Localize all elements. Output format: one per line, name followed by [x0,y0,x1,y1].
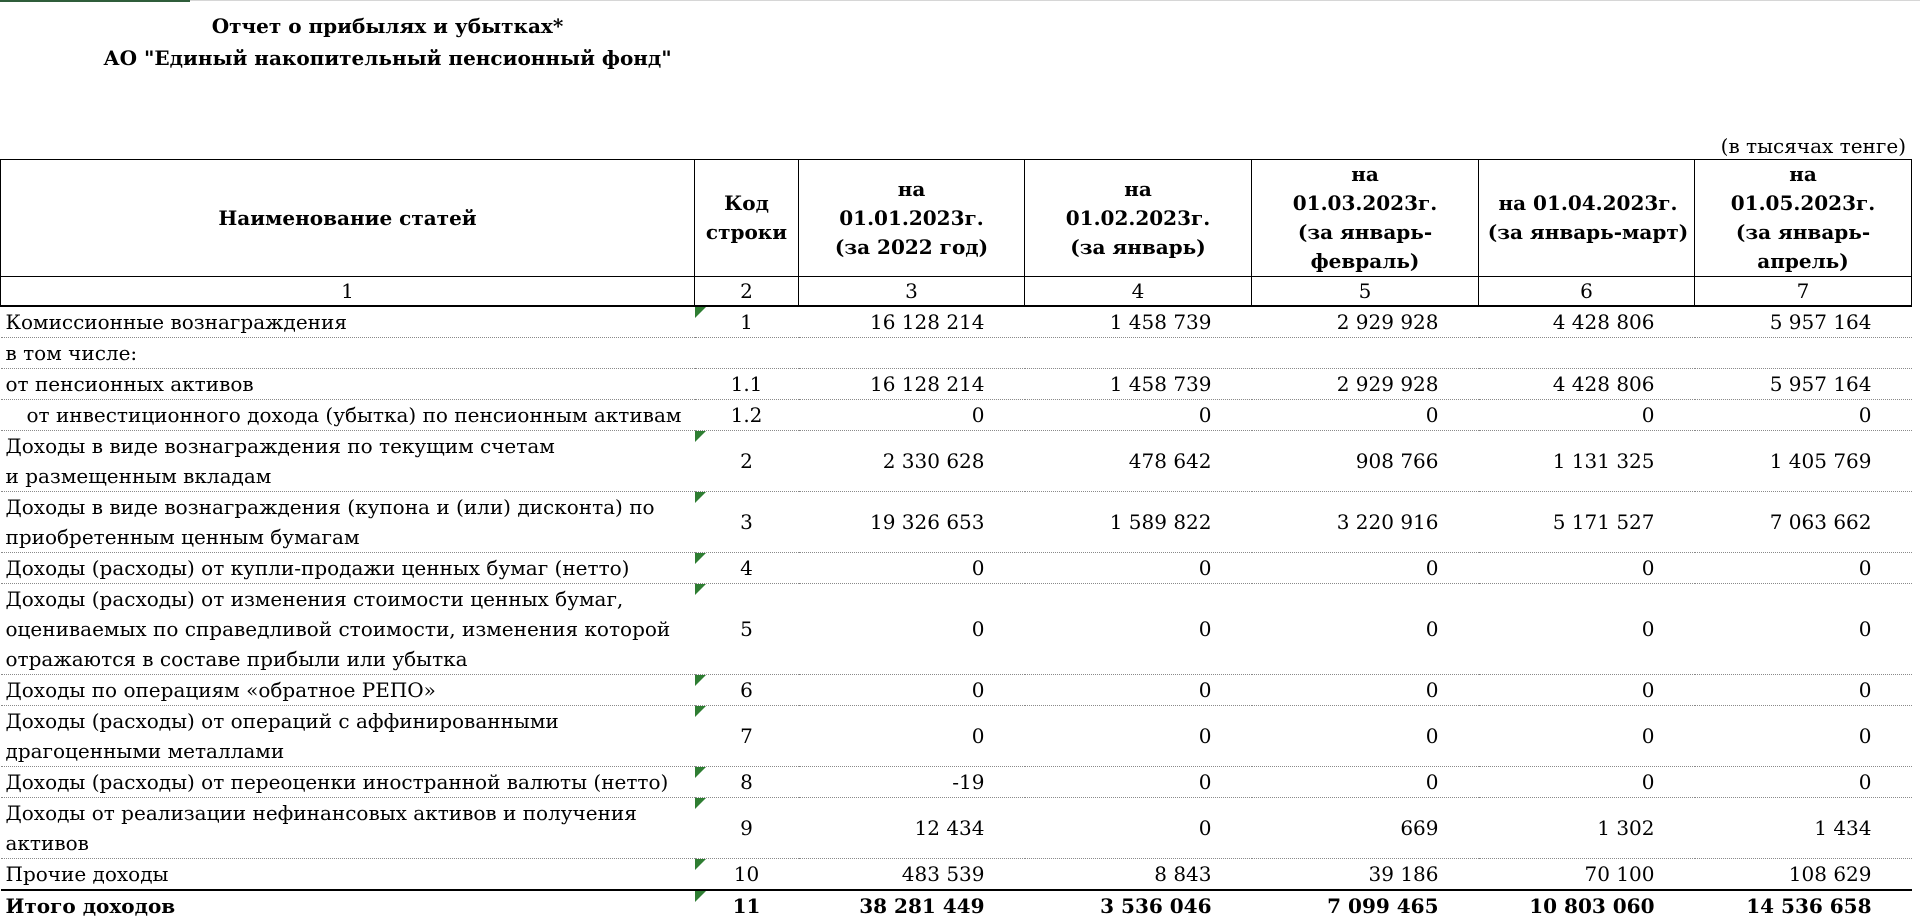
report-title: Отчет о прибылях и убытках* [211,14,564,38]
table-row [1,492,1912,553]
period-value: 7 099 465 [1252,890,1479,921]
period-value: 2 330 628 [799,431,1025,492]
period-value: 4 428 806 [1479,369,1695,400]
item-name: Итого доходов [1,890,695,921]
period-value: 1 131 325 [1479,431,1695,492]
column-number-row [1,277,1912,307]
period-value: 1 302 [1479,798,1695,859]
table-row [1,890,1912,921]
period-value: 5 957 164 [1695,306,1912,338]
period-value: 669 [1252,798,1479,859]
table-row [1,338,1912,369]
row-code: 9 [695,798,799,859]
period-value: 0 [1252,675,1479,706]
period-value: 3 220 916 [1252,492,1479,553]
table-row [1,706,1912,767]
period-value: 0 [1695,553,1912,584]
period-value: 0 [799,706,1025,767]
period-value: 14 536 658 [1695,890,1912,921]
column-number: 4 [1025,277,1252,307]
period-value: 0 [1252,706,1479,767]
item-name: Доходы (расходы) от операций с аффинированными драгоценными металлами [1,706,695,767]
period-value: 0 [1025,400,1252,431]
period-value: 0 [1252,767,1479,798]
period-value: 8 843 [1025,859,1252,891]
item-name: от пенсионных активов [1,369,695,400]
period-value: 0 [1025,798,1252,859]
period-value: 0 [1252,400,1479,431]
period-value [1025,338,1252,369]
period-value: 0 [1695,767,1912,798]
period-value: 0 [1252,553,1479,584]
period-value: 0 [1695,400,1912,431]
item-name: Доходы (расходы) от купли-продажи ценных бумаг (нетто) [1,553,695,584]
row-code: 10 [695,859,799,891]
item-name: от инвестиционного дохода (убытка) по пенсионным активам [1,400,695,431]
item-name: в том числе: [1,338,695,369]
column-number: 5 [1252,277,1479,307]
period-value: 0 [1695,675,1912,706]
income-statement-table [0,159,1912,921]
period-value: 19 326 653 [799,492,1025,553]
period-value [1252,338,1479,369]
period-value: 0 [1479,400,1695,431]
column-number: 3 [799,277,1025,307]
period-value: 0 [1025,553,1252,584]
table-row [1,584,1912,675]
table-body [1,306,1912,921]
item-name: Доходы в виде вознаграждения (купона и (или) дисконта) по приобретенным ценным бумагам [1,492,695,553]
period-value: 0 [1025,675,1252,706]
table-row [1,306,1912,338]
top-accent-bar [0,0,190,2]
row-code: 2 [695,431,799,492]
period-value: 483 539 [799,859,1025,891]
header-period-4-label: на 01.04.2023г. (за январь-март) [1487,191,1689,244]
period-value: 1 405 769 [1695,431,1912,492]
row-code: 3 [695,492,799,553]
period-value: 7 063 662 [1695,492,1912,553]
table-row [1,859,1912,891]
header-period-1-label: на 01.01.2023г. (за 2022 год) [834,176,989,259]
header-period-1 [799,160,1025,277]
item-name: Комиссионные вознаграждения [1,306,695,338]
period-value: 0 [1025,706,1252,767]
report-subtitle: АО "Единый накопительный пенсионный фонд" [103,46,672,70]
period-value: 2 929 928 [1252,306,1479,338]
column-number: 7 [1695,277,1912,307]
period-value: 0 [1479,675,1695,706]
header-item-name: Наименование статей [1,160,695,277]
row-code: 8 [695,767,799,798]
period-value: 0 [1695,584,1912,675]
row-code: 11 [695,890,799,921]
row-code: 4 [695,553,799,584]
period-value: 0 [1479,584,1695,675]
table-row [1,675,1912,706]
item-name: Доходы от реализации нефинансовых активов и получения активов [1,798,695,859]
table-header-row [1,160,1912,277]
item-name: Доходы (расходы) от изменения стоимости ценных бумаг, оцениваемых по справедливой стоимости, изменения которой отражаются в составе прибыли или убытка [1,584,695,675]
period-value: 108 629 [1695,859,1912,891]
row-code: 1.2 [695,400,799,431]
period-value: 1 458 739 [1025,369,1252,400]
period-value: 70 100 [1479,859,1695,891]
column-number: 2 [695,277,799,307]
row-code: 5 [695,584,799,675]
period-value: 39 186 [1252,859,1479,891]
period-value: 0 [1252,584,1479,675]
top-border [0,0,1920,1]
header-period-3 [1252,160,1479,277]
period-value: 0 [1479,706,1695,767]
table-row [1,431,1912,492]
table-row [1,369,1912,400]
table-row [1,767,1912,798]
units-note: (в тысячах тенге) [1720,134,1906,158]
period-value: -19 [799,767,1025,798]
period-value: 5 957 164 [1695,369,1912,400]
table-row [1,798,1912,859]
period-value: 16 128 214 [799,306,1025,338]
table-row [1,400,1912,431]
period-value [1479,338,1695,369]
period-value: 0 [1479,767,1695,798]
header-row-code-label: Код строки [705,191,788,244]
period-value: 0 [1695,706,1912,767]
period-value: 0 [799,675,1025,706]
period-value: 4 428 806 [1479,306,1695,338]
period-value: 3 536 046 [1025,890,1252,921]
header-period-4 [1479,160,1695,277]
header-row-code [695,160,799,277]
period-value: 0 [799,584,1025,675]
period-value: 1 434 [1695,798,1912,859]
row-code: 7 [695,706,799,767]
item-name: Доходы (расходы) от переоценки иностранной валюты (нетто) [1,767,695,798]
period-value: 2 929 928 [1252,369,1479,400]
header-period-2-label: на 01.02.2023г. (за январь) [1065,176,1211,259]
item-name: Доходы по операциям «обратное РЕПО» [1,675,695,706]
period-value [1695,338,1912,369]
column-number: 6 [1479,277,1695,307]
period-value: 0 [799,553,1025,584]
period-value: 10 803 060 [1479,890,1695,921]
period-value: 12 434 [799,798,1025,859]
period-value [799,338,1025,369]
period-value: 908 766 [1252,431,1479,492]
table-row [1,553,1912,584]
period-value: 0 [799,400,1025,431]
period-value: 5 171 527 [1479,492,1695,553]
header-period-5 [1695,160,1912,277]
period-value: 38 281 449 [799,890,1025,921]
period-value: 478 642 [1025,431,1252,492]
period-value: 0 [1479,553,1695,584]
column-number: 1 [1,277,695,307]
header-period-2 [1025,160,1252,277]
header-period-5-label: на 01.05.2023г. (за январь-апрель) [1730,162,1876,273]
row-code: 1.1 [695,369,799,400]
period-value: 1 589 822 [1025,492,1252,553]
item-name: Прочие доходы [1,859,695,891]
period-value: 1 458 739 [1025,306,1252,338]
row-code [695,338,799,369]
period-value: 0 [1025,584,1252,675]
period-value: 16 128 214 [799,369,1025,400]
item-name: Доходы в виде вознаграждения по текущим счетам и размещенным вкладам [1,431,695,492]
header-period-3-label: на 01.03.2023г. (за январь-февраль) [1292,162,1438,273]
period-value: 0 [1025,767,1252,798]
row-code: 6 [695,675,799,706]
row-code: 1 [695,306,799,338]
